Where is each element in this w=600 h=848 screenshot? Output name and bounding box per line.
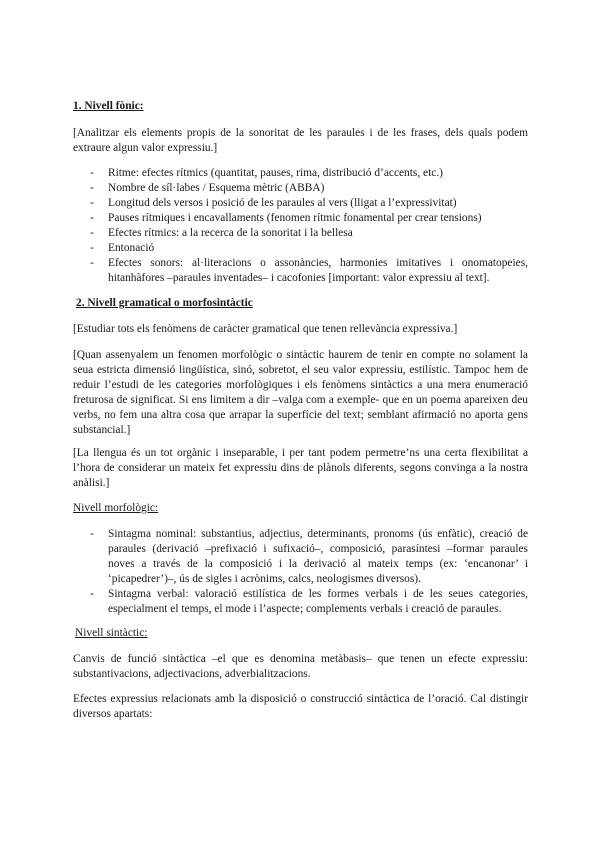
list-item: - Entonació [73,241,528,256]
morphology-list [73,527,528,617]
section-1-title: 1. Nivell fònic: [73,100,144,112]
list-item: - Efectes rítmics: a la recerca de la sonoritat i la bellesa [73,226,528,241]
list-item: - Sintagma verbal: valoració estilística de les formes verbals i de les seues categories, especialment el temps, el mode i l’aspecte; complements verbals i creació de paraules. [73,587,528,617]
section-2-paragraph-1: [Estudiar tots els fenòmens de caràcter gramatical que tenen rellevància expressiva.] [73,323,458,335]
list-item: - Sintagma nominal: substantius, adjectius, determinants, pronoms (ús enfàtic), creació de paraules (derivació –prefixació i sufixació–, composició, parasíntesi –formar paraules noves a través de la composició i la derivació al mateix temps (ex: ‘encanonar’ i ‘picapedrer’)–, ús de sigles i acrònims, calcs, neologismes diversos). [73,527,528,587]
syntax-paragraph-1: Canvis de funció sintàctica –el que es denomina metàbasis– que tenen un efecte expressiu: substantivacions, adjectivacions, adverbialitzacions. [73,653,528,680]
list-item: - Nombre de síl·labes / Esquema mètric (ABBA) [73,181,528,196]
list-item: - Pauses rítmiques i encavallaments (fenomen rítmic fonamental per crear tensions) [73,211,528,226]
morphology-subtitle: Nivell morfològic: [73,502,159,514]
syntax-paragraph-2: Efectes expressius relacionats amb la disposició o construcció sintàctica de l’oració. Cal distingir diversos apartats: [73,693,528,720]
list-item: - Ritme: efectes rítmics (quantitat, pauses, rima, distribució d’accents, etc.) [73,166,528,181]
section-2-title: 2. Nivell gramatical o morfosintàctic [76,297,253,309]
list-item: - Longitud dels versos i posició de les paraules al vers (lligat a l’expressivitat) [73,196,528,211]
section-2-paragraph-3: [La llengua és un tot orgànic i inseparable, i per tant podem permetre’ns una certa flexibilitat a l’hora de considerar un mateix fet expressiu dins de plànols diferents, segons convinga a la nostra anàlisi.] [73,447,528,489]
syntax-subtitle: Nivell sintàctic: [75,627,148,639]
section-2-paragraph-2: [Quan assenyalem un fenomen morfològic o sintàctic haurem de tenir en compte no solament la seua estricta dimensió lingüística, sinó, sobretot, el seu valor expressiu, estilístic. Tampoc hem de reduir l’estudi de les categories morfològiques i els fenòmens sintàctics a una mera enumeració freturosa de significat. Si ens limitem a dir –valga com a exemple- que en un poema apareixen deu verbs, no fem una altra cosa que arrapar la superfície del text; semblant afirmació no aporta gens substancial.] [73,349,528,436]
section-1-intro: [Analitzar els elements propis de la sonoritat de les paraules i de les frases, dels quals podem extraure algun valor expressiu.] [73,127,528,154]
section-1-list [73,166,528,286]
list-item: - Efectes sonors: al·literacions o assonàncies, harmonies imitatives i onomatopeies, hitanhàfores –paraules inventades– i cacofonies [important: valor expressiu al text]. [73,256,528,286]
